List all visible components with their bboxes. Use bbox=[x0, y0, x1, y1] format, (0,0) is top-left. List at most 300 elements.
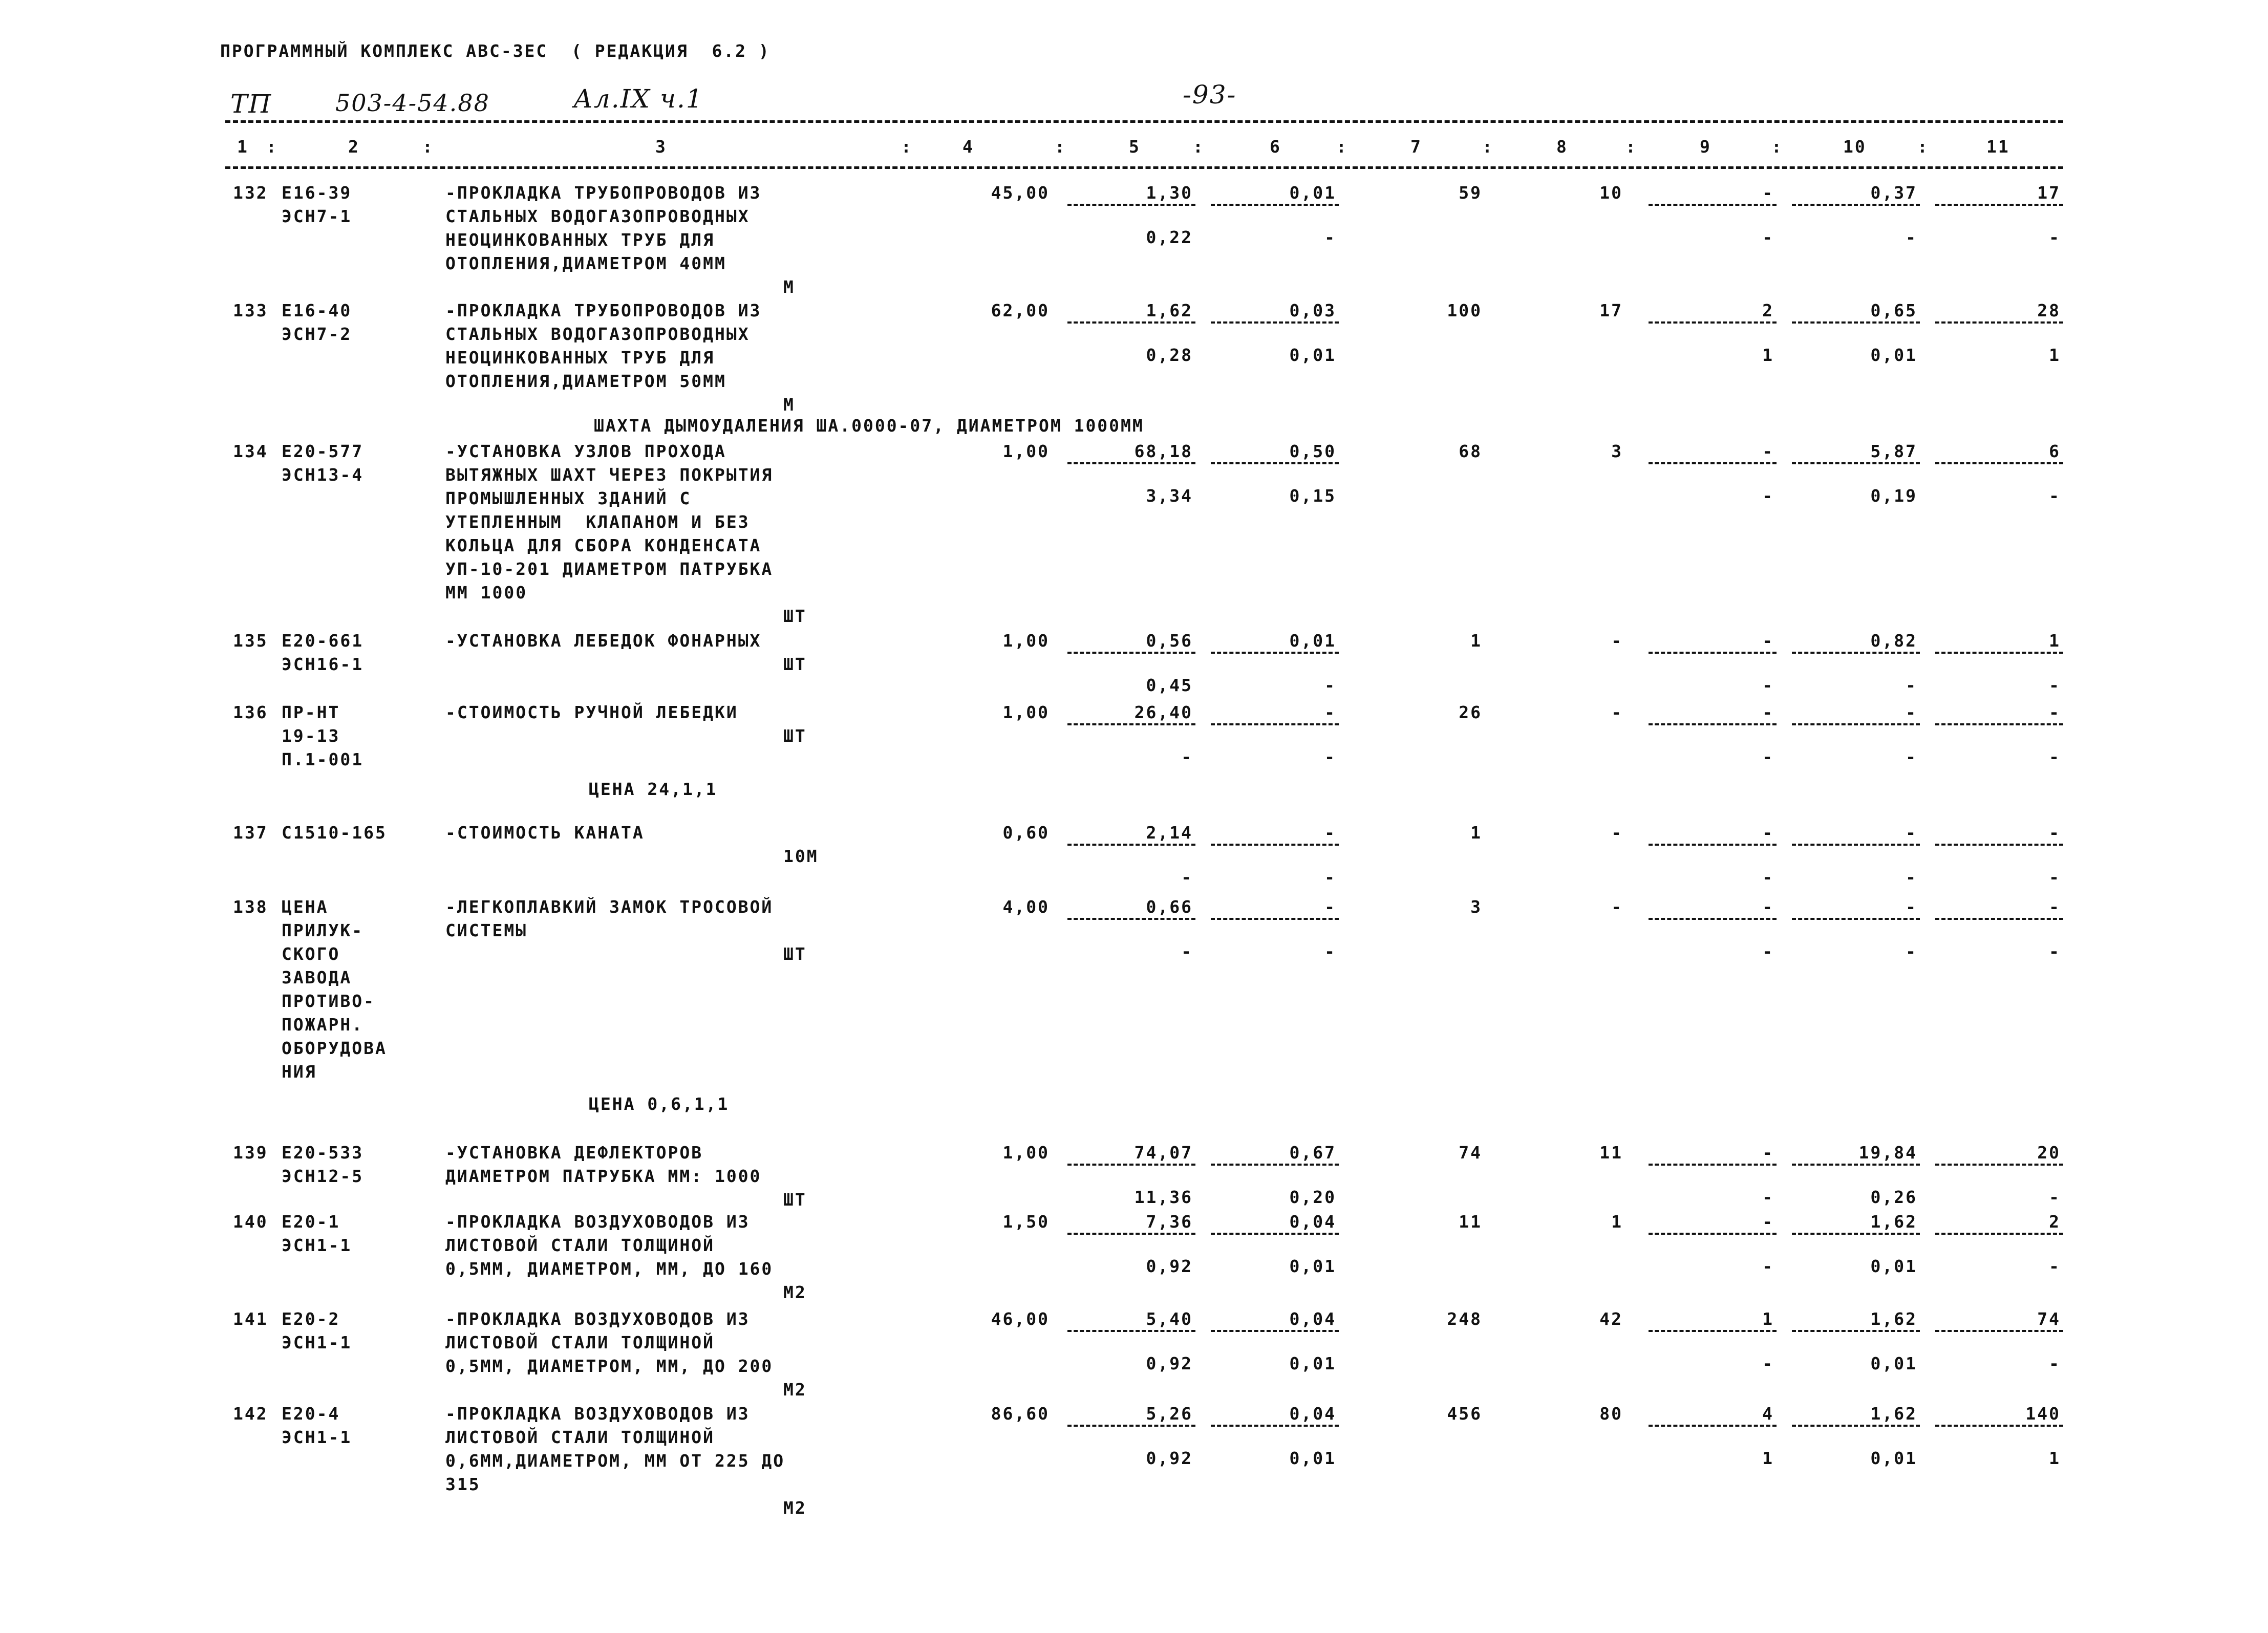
value-c4: 62,00 bbox=[991, 300, 1050, 320]
norm-code: ПРОТИВО- bbox=[282, 991, 375, 1011]
sub-rule bbox=[1935, 844, 2063, 846]
sub-rule bbox=[1792, 1233, 1920, 1235]
sub-rule bbox=[1935, 1164, 2063, 1166]
section-title: ШАХТА ДЫМОУДАЛЕНИЯ ША.0000-07, ДИАМЕТРОМ 1000ММ bbox=[594, 416, 1144, 436]
value-c5b: 0,92 bbox=[1146, 1256, 1193, 1276]
sub-rule bbox=[1067, 1330, 1195, 1332]
value-c8: 11 bbox=[1599, 1143, 1623, 1163]
row-number: 132 bbox=[233, 183, 268, 203]
row-number: 137 bbox=[233, 823, 268, 843]
value-c9: - bbox=[1762, 702, 1774, 722]
doc-code-tp: ТП bbox=[230, 89, 272, 119]
value-c6b: - bbox=[1324, 675, 1336, 695]
value-c9: 1 bbox=[1762, 1309, 1774, 1329]
norm-code: ЭСН7-1 bbox=[282, 206, 352, 226]
value-c5b: 0,92 bbox=[1146, 1448, 1193, 1468]
value-c6: 0,50 bbox=[1289, 441, 1336, 461]
value-c4: 45,00 bbox=[991, 183, 1050, 203]
value-c9: 2 bbox=[1762, 300, 1774, 320]
column-number: 9 bbox=[1700, 137, 1711, 157]
work-description: УП-10-201 ДИАМЕТРОМ ПАТРУБКА bbox=[445, 559, 774, 579]
norm-code: НИЯ bbox=[282, 1062, 317, 1082]
value-c9: 4 bbox=[1762, 1404, 1774, 1424]
value-c9b: - bbox=[1762, 867, 1774, 887]
value-c11: 6 bbox=[2049, 441, 2061, 461]
value-c5: 7,36 bbox=[1146, 1212, 1193, 1232]
value-c5: 0,66 bbox=[1146, 897, 1193, 917]
norm-code: ПР-НТ bbox=[282, 702, 340, 722]
column-number: 11 bbox=[1986, 137, 2010, 157]
value-c7: 456 bbox=[1447, 1404, 1482, 1424]
sub-rule bbox=[1649, 1425, 1777, 1427]
value-c5b: 0,45 bbox=[1146, 675, 1193, 695]
value-c11: 1 bbox=[2049, 631, 2061, 651]
row-number: 133 bbox=[233, 300, 268, 320]
value-c5: 26,40 bbox=[1134, 702, 1193, 722]
value-c10b: 0,26 bbox=[1870, 1187, 1917, 1207]
value-c6: 0,67 bbox=[1289, 1143, 1336, 1163]
value-c8: 3 bbox=[1611, 441, 1623, 461]
value-c8: - bbox=[1611, 702, 1623, 722]
value-c6b: - bbox=[1324, 747, 1336, 767]
unit: М bbox=[783, 395, 795, 415]
sub-rule bbox=[1211, 652, 1339, 654]
norm-code: ПРИЛУК- bbox=[282, 920, 364, 940]
column-separator: : bbox=[1625, 137, 1637, 157]
value-c6b: 0,01 bbox=[1289, 345, 1336, 365]
value-c10b: 0,01 bbox=[1870, 345, 1917, 365]
value-c7: 11 bbox=[1459, 1212, 1482, 1232]
row-number: 141 bbox=[233, 1309, 268, 1329]
value-c11: 2 bbox=[2049, 1212, 2061, 1232]
norm-code: ЭСН7-2 bbox=[282, 324, 352, 344]
sub-rule bbox=[1935, 1330, 2063, 1332]
value-c7: 3 bbox=[1470, 897, 1482, 917]
value-c7: 100 bbox=[1447, 300, 1482, 320]
sub-rule bbox=[1792, 204, 1920, 206]
column-separator: : bbox=[266, 137, 278, 157]
column-number: 6 bbox=[1270, 137, 1281, 157]
sub-rule bbox=[1211, 462, 1339, 464]
value-c8: 17 bbox=[1599, 300, 1623, 320]
sub-rule bbox=[1935, 1233, 2063, 1235]
sub-rule bbox=[1067, 321, 1195, 324]
value-c9: - bbox=[1762, 1212, 1774, 1232]
value-c11: 140 bbox=[2025, 1404, 2061, 1424]
value-c11b: - bbox=[2049, 1256, 2061, 1276]
column-number: 4 bbox=[962, 137, 974, 157]
value-c6b: 0,15 bbox=[1289, 486, 1336, 506]
column-number: 5 bbox=[1129, 137, 1141, 157]
value-c10: 0,65 bbox=[1870, 300, 1917, 320]
program-header: ПРОГРАММНЫЙ КОМПЛЕКС АВС-ЗЕС ( РЕДАКЦИЯ 6.2 ) bbox=[220, 41, 771, 61]
work-description: ВЫТЯЖНЫХ ШАХТ ЧЕРЕЗ ПОКРЫТИЯ bbox=[445, 465, 774, 485]
norm-code: ЦЕНА bbox=[282, 897, 329, 917]
work-description: -УСТАНОВКА УЗЛОВ ПРОХОДА bbox=[445, 441, 726, 461]
work-description: ОТОПЛЕНИЯ,ДИАМЕТРОМ 40ММ bbox=[445, 253, 726, 273]
column-separator: : bbox=[1336, 137, 1348, 157]
norm-code: Е16-40 bbox=[282, 300, 352, 320]
work-description: СТАЛЬНЫХ ВОДОГАЗОПРОВОДНЫХ bbox=[445, 206, 750, 226]
sub-rule bbox=[1792, 652, 1920, 654]
value-c9: - bbox=[1762, 183, 1774, 203]
sub-rule bbox=[1211, 321, 1339, 324]
work-description: СИСТЕМЫ bbox=[445, 920, 528, 940]
work-description: -ПРОКЛАДКА ТРУБОПРОВОДОВ ИЗ bbox=[445, 183, 762, 203]
work-description: -СТОИМОСТЬ КАНАТА bbox=[445, 823, 645, 843]
value-c6: - bbox=[1324, 823, 1336, 843]
norm-code: П.1-001 bbox=[282, 749, 364, 769]
norm-code: Е20-1 bbox=[282, 1212, 340, 1232]
norm-code: ОБОРУДОВА bbox=[282, 1038, 387, 1058]
value-c11b: - bbox=[2049, 747, 2061, 767]
column-separator: : bbox=[1917, 137, 1929, 157]
norm-code: ЭСН1-1 bbox=[282, 1427, 352, 1447]
sub-rule bbox=[1067, 723, 1195, 725]
value-c10: 0,37 bbox=[1870, 183, 1917, 203]
value-c8: 10 bbox=[1599, 183, 1623, 203]
sub-rule bbox=[1067, 652, 1195, 654]
column-number: 8 bbox=[1556, 137, 1568, 157]
value-c7: 1 bbox=[1470, 823, 1482, 843]
value-c4: 1,00 bbox=[1002, 702, 1050, 722]
value-c6: 0,04 bbox=[1289, 1309, 1336, 1329]
column-number: 3 bbox=[655, 137, 667, 157]
doc-code-number: 503-4-54.88 bbox=[335, 89, 490, 117]
value-c9: - bbox=[1762, 631, 1774, 651]
column-number: 7 bbox=[1410, 137, 1422, 157]
unit: М bbox=[783, 277, 795, 297]
row-number: 134 bbox=[233, 441, 268, 461]
norm-code: С1510-165 bbox=[282, 823, 387, 843]
work-description: 0,5ММ, ДИАМЕТРОМ, ММ, ДО 160 bbox=[445, 1259, 774, 1279]
value-c11b: - bbox=[2049, 675, 2061, 695]
value-c11b: - bbox=[2049, 867, 2061, 887]
work-description: НЕОЦИНКОВАННЫХ ТРУБ ДЛЯ bbox=[445, 348, 715, 368]
sub-rule bbox=[1649, 918, 1777, 920]
value-c4: 4,00 bbox=[1002, 897, 1050, 917]
sub-rule bbox=[1792, 844, 1920, 846]
column-separator: : bbox=[901, 137, 913, 157]
value-c4: 86,60 bbox=[991, 1404, 1050, 1424]
sub-rule bbox=[1935, 723, 2063, 725]
value-c5b: 0,28 bbox=[1146, 345, 1193, 365]
sub-rule bbox=[1211, 1164, 1339, 1166]
value-c10: 19,84 bbox=[1858, 1143, 1917, 1163]
sub-rule bbox=[1792, 723, 1920, 725]
sub-rule bbox=[1649, 1330, 1777, 1332]
sub-rule bbox=[1649, 1164, 1777, 1166]
value-c9b: - bbox=[1762, 1256, 1774, 1276]
sub-rule bbox=[1935, 462, 2063, 464]
value-c9b: - bbox=[1762, 1187, 1774, 1207]
sub-rule bbox=[1792, 1330, 1920, 1332]
value-c10b: - bbox=[1906, 867, 1917, 887]
norm-code: ЭСН12-5 bbox=[282, 1166, 364, 1186]
value-c9b: - bbox=[1762, 486, 1774, 506]
album-label: Ал.IX ч.1 bbox=[573, 84, 703, 114]
value-c5: 1,62 bbox=[1146, 300, 1193, 320]
work-description: -ПРОКЛАДКА ТРУБОПРОВОДОВ ИЗ bbox=[445, 300, 762, 320]
value-c9: - bbox=[1762, 441, 1774, 461]
column-separator: : bbox=[1771, 137, 1783, 157]
sub-rule bbox=[1792, 321, 1920, 324]
value-c6: - bbox=[1324, 897, 1336, 917]
value-c4: 1,00 bbox=[1002, 631, 1050, 651]
sub-rule bbox=[1649, 652, 1777, 654]
value-c7: 248 bbox=[1447, 1309, 1482, 1329]
value-c10b: - bbox=[1906, 675, 1917, 695]
value-c8: 42 bbox=[1599, 1309, 1623, 1329]
value-c5b: 11,36 bbox=[1134, 1187, 1193, 1207]
value-c4: 1,00 bbox=[1002, 1143, 1050, 1163]
value-c4: 1,00 bbox=[1002, 441, 1050, 461]
work-description: -ПРОКЛАДКА ВОЗДУХОВОДОВ ИЗ bbox=[445, 1404, 750, 1424]
sub-rule bbox=[1067, 1425, 1195, 1427]
unit: М2 bbox=[783, 1380, 807, 1400]
value-c10: 0,82 bbox=[1870, 631, 1917, 651]
value-c9b: - bbox=[1762, 1353, 1774, 1373]
work-description: ДИАМЕТРОМ ПАТРУБКА ММ: 1000 bbox=[445, 1166, 762, 1186]
sub-rule bbox=[1649, 204, 1777, 206]
row-number: 140 bbox=[233, 1212, 268, 1232]
value-c11: - bbox=[2049, 897, 2061, 917]
value-c6b: 0,01 bbox=[1289, 1256, 1336, 1276]
value-c11: - bbox=[2049, 702, 2061, 722]
sub-rule bbox=[1935, 1425, 2063, 1427]
unit: ШТ bbox=[783, 606, 807, 626]
column-separator: : bbox=[1055, 137, 1066, 157]
sub-rule bbox=[1649, 844, 1777, 846]
value-c10b: - bbox=[1906, 227, 1917, 247]
value-c6b: 0,20 bbox=[1289, 1187, 1336, 1207]
value-c6: 0,04 bbox=[1289, 1404, 1336, 1424]
value-c11b: - bbox=[2049, 486, 2061, 506]
unit: 10М bbox=[783, 846, 819, 866]
sub-rule bbox=[1067, 462, 1195, 464]
unit: ШТ bbox=[783, 1190, 807, 1210]
value-c10b: 0,01 bbox=[1870, 1256, 1917, 1276]
value-c7: 59 bbox=[1459, 183, 1482, 203]
row-number: 138 bbox=[233, 897, 268, 917]
value-c10b: - bbox=[1906, 747, 1917, 767]
value-c6: 0,04 bbox=[1289, 1212, 1336, 1232]
value-c5b: 3,34 bbox=[1146, 486, 1193, 506]
value-c4: 0,60 bbox=[1002, 823, 1050, 843]
work-description: 0,5ММ, ДИАМЕТРОМ, ММ, ДО 200 bbox=[445, 1356, 774, 1376]
header-rule-bottom bbox=[225, 166, 2063, 169]
row-number: 135 bbox=[233, 631, 268, 651]
norm-code: ЭСН1-1 bbox=[282, 1235, 352, 1255]
work-description: 315 bbox=[445, 1474, 481, 1494]
value-c8: - bbox=[1611, 631, 1623, 651]
sub-rule bbox=[1792, 462, 1920, 464]
value-c10: - bbox=[1906, 702, 1917, 722]
unit: ШТ bbox=[783, 654, 807, 674]
value-c9b: 1 bbox=[1762, 1448, 1774, 1468]
work-description: УТЕПЛЕННЫМ КЛАПАНОМ И БЕЗ bbox=[445, 512, 750, 532]
norm-code: Е16-39 bbox=[282, 183, 352, 203]
value-c11b: 1 bbox=[2049, 345, 2061, 365]
sub-rule bbox=[1649, 321, 1777, 324]
norm-code: Е20-533 bbox=[282, 1143, 364, 1163]
sub-rule bbox=[1211, 723, 1339, 725]
value-c7: 26 bbox=[1459, 702, 1482, 722]
value-c11: 17 bbox=[2037, 183, 2061, 203]
sub-rule bbox=[1792, 1425, 1920, 1427]
value-c7: 74 bbox=[1459, 1143, 1482, 1163]
value-c5: 5,26 bbox=[1146, 1404, 1193, 1424]
work-description: ПРОМЫШЛЕННЫХ ЗДАНИЙ С bbox=[445, 488, 692, 508]
value-c10: 5,87 bbox=[1870, 441, 1917, 461]
value-c6: 0,01 bbox=[1289, 631, 1336, 651]
value-c11b: - bbox=[2049, 1187, 2061, 1207]
value-c9b: - bbox=[1762, 227, 1774, 247]
row-number: 136 bbox=[233, 702, 268, 722]
value-c11: 74 bbox=[2037, 1309, 2061, 1329]
sub-rule bbox=[1211, 1330, 1339, 1332]
sub-rule bbox=[1649, 723, 1777, 725]
sub-rule bbox=[1649, 1233, 1777, 1235]
sub-rule bbox=[1935, 918, 2063, 920]
norm-code: Е20-577 bbox=[282, 441, 364, 461]
value-c11b: - bbox=[2049, 941, 2061, 961]
value-c6b: 0,01 bbox=[1289, 1448, 1336, 1468]
work-description: НЕОЦИНКОВАННЫХ ТРУБ ДЛЯ bbox=[445, 230, 715, 250]
sub-rule bbox=[1067, 918, 1195, 920]
value-c9: - bbox=[1762, 897, 1774, 917]
value-c6: - bbox=[1324, 702, 1336, 722]
value-c5: 1,30 bbox=[1146, 183, 1193, 203]
value-c5b: - bbox=[1181, 941, 1193, 961]
sub-rule bbox=[1935, 321, 2063, 324]
sub-rule bbox=[1211, 844, 1339, 846]
value-c9: - bbox=[1762, 823, 1774, 843]
norm-code: ЭСН13-4 bbox=[282, 465, 364, 485]
work-description: ЛИСТОВОЙ СТАЛИ ТОЛЩИНОЙ bbox=[445, 1333, 715, 1352]
sub-rule bbox=[1211, 204, 1339, 206]
value-c5: 2,14 bbox=[1146, 823, 1193, 843]
value-c10b: 0,19 bbox=[1870, 486, 1917, 506]
work-description: -СТОИМОСТЬ РУЧНОЙ ЛЕБЕДКИ bbox=[445, 702, 738, 722]
norm-code: Е20-2 bbox=[282, 1309, 340, 1329]
sub-rule bbox=[1067, 1233, 1195, 1235]
work-description: -ПРОКЛАДКА ВОЗДУХОВОДОВ ИЗ bbox=[445, 1309, 750, 1329]
norm-code: ЗАВОДА bbox=[282, 968, 352, 987]
value-c9b: 1 bbox=[1762, 345, 1774, 365]
value-c9b: - bbox=[1762, 747, 1774, 767]
value-c5b: - bbox=[1181, 747, 1193, 767]
value-c5: 74,07 bbox=[1134, 1143, 1193, 1163]
work-description: -УСТАНОВКА ДЕФЛЕКТОРОВ bbox=[445, 1143, 703, 1163]
work-description: -ПРОКЛАДКА ВОЗДУХОВОДОВ ИЗ bbox=[445, 1212, 750, 1232]
sub-rule bbox=[1067, 204, 1195, 206]
sub-rule bbox=[1935, 204, 2063, 206]
sub-rule bbox=[1792, 1164, 1920, 1166]
norm-code: 19-13 bbox=[282, 726, 340, 746]
value-c10b: - bbox=[1906, 941, 1917, 961]
work-description: 0,6ММ,ДИАМЕТРОМ, ММ ОТ 225 ДО bbox=[445, 1451, 785, 1471]
value-c5b: - bbox=[1181, 867, 1193, 887]
value-c11: 28 bbox=[2037, 300, 2061, 320]
value-c6b: - bbox=[1324, 941, 1336, 961]
value-c4: 1,50 bbox=[1002, 1212, 1050, 1232]
value-c10b: 0,01 bbox=[1870, 1448, 1917, 1468]
value-c6b: - bbox=[1324, 227, 1336, 247]
value-c10: - bbox=[1906, 897, 1917, 917]
value-c6b: 0,01 bbox=[1289, 1353, 1336, 1373]
value-c11b: 1 bbox=[2049, 1448, 2061, 1468]
sub-rule bbox=[1649, 462, 1777, 464]
value-c9b: - bbox=[1762, 675, 1774, 695]
work-description: -УСТАНОВКА ЛЕБЕДОК ФОНАРНЫХ bbox=[445, 631, 762, 651]
row-number: 142 bbox=[233, 1404, 268, 1424]
price-reference: ЦЕНА 0,6,1,1 bbox=[589, 1094, 730, 1114]
column-separator: : bbox=[1482, 137, 1494, 157]
norm-code: Е20-4 bbox=[282, 1404, 340, 1424]
norm-code: СКОГО bbox=[282, 944, 340, 964]
value-c9b: - bbox=[1762, 941, 1774, 961]
header-rule-top bbox=[225, 120, 2063, 123]
norm-code: ПОЖАРН. bbox=[282, 1015, 364, 1035]
column-separator: : bbox=[1193, 137, 1205, 157]
value-c11: 20 bbox=[2037, 1143, 2061, 1163]
value-c4: 46,00 bbox=[991, 1309, 1050, 1329]
value-c11: - bbox=[2049, 823, 2061, 843]
value-c5: 5,40 bbox=[1146, 1309, 1193, 1329]
value-c10: 1,62 bbox=[1870, 1309, 1917, 1329]
sub-rule bbox=[1935, 652, 2063, 654]
row-number: 139 bbox=[233, 1143, 268, 1163]
unit: М2 bbox=[783, 1498, 807, 1518]
value-c8: - bbox=[1611, 823, 1623, 843]
value-c10b: 0,01 bbox=[1870, 1353, 1917, 1373]
value-c9: - bbox=[1762, 1143, 1774, 1163]
value-c10: - bbox=[1906, 823, 1917, 843]
work-description: ЛИСТОВОЙ СТАЛИ ТОЛЩИНОЙ bbox=[445, 1235, 715, 1255]
work-description: -ЛЕГКОПЛАВКИЙ ЗАМОК ТРОСОВОЙ bbox=[445, 897, 774, 917]
value-c11b: - bbox=[2049, 227, 2061, 247]
price-reference: ЦЕНА 24,1,1 bbox=[589, 779, 718, 799]
sub-rule bbox=[1067, 844, 1195, 846]
value-c10: 1,62 bbox=[1870, 1212, 1917, 1232]
value-c7: 1 bbox=[1470, 631, 1482, 651]
sub-rule bbox=[1211, 1233, 1339, 1235]
norm-code: ЭСН1-1 bbox=[282, 1333, 352, 1352]
sub-rule bbox=[1211, 918, 1339, 920]
value-c6: 0,01 bbox=[1289, 183, 1336, 203]
work-description: ЛИСТОВОЙ СТАЛИ ТОЛЩИНОЙ bbox=[445, 1427, 715, 1447]
unit: ШТ bbox=[783, 726, 807, 746]
column-number: 10 bbox=[1843, 137, 1867, 157]
column-number: 2 bbox=[348, 137, 360, 157]
work-description: ОТОПЛЕНИЯ,ДИАМЕТРОМ 50ММ bbox=[445, 371, 726, 391]
value-c5: 0,56 bbox=[1146, 631, 1193, 651]
sub-rule bbox=[1792, 918, 1920, 920]
norm-code: ЭСН16-1 bbox=[282, 654, 364, 674]
work-description: ММ 1000 bbox=[445, 583, 528, 603]
column-number: 1 bbox=[237, 137, 249, 157]
value-c11b: - bbox=[2049, 1353, 2061, 1373]
work-description: КОЛЬЦА ДЛЯ СБОРА КОНДЕНСАТА bbox=[445, 535, 762, 555]
value-c5b: 0,22 bbox=[1146, 227, 1193, 247]
sub-rule bbox=[1211, 1425, 1339, 1427]
sub-rule bbox=[1067, 1164, 1195, 1166]
work-description: СТАЛЬНЫХ ВОДОГАЗОПРОВОДНЫХ bbox=[445, 324, 750, 344]
value-c6b: - bbox=[1324, 867, 1336, 887]
unit: М2 bbox=[783, 1282, 807, 1302]
value-c5: 68,18 bbox=[1134, 441, 1193, 461]
